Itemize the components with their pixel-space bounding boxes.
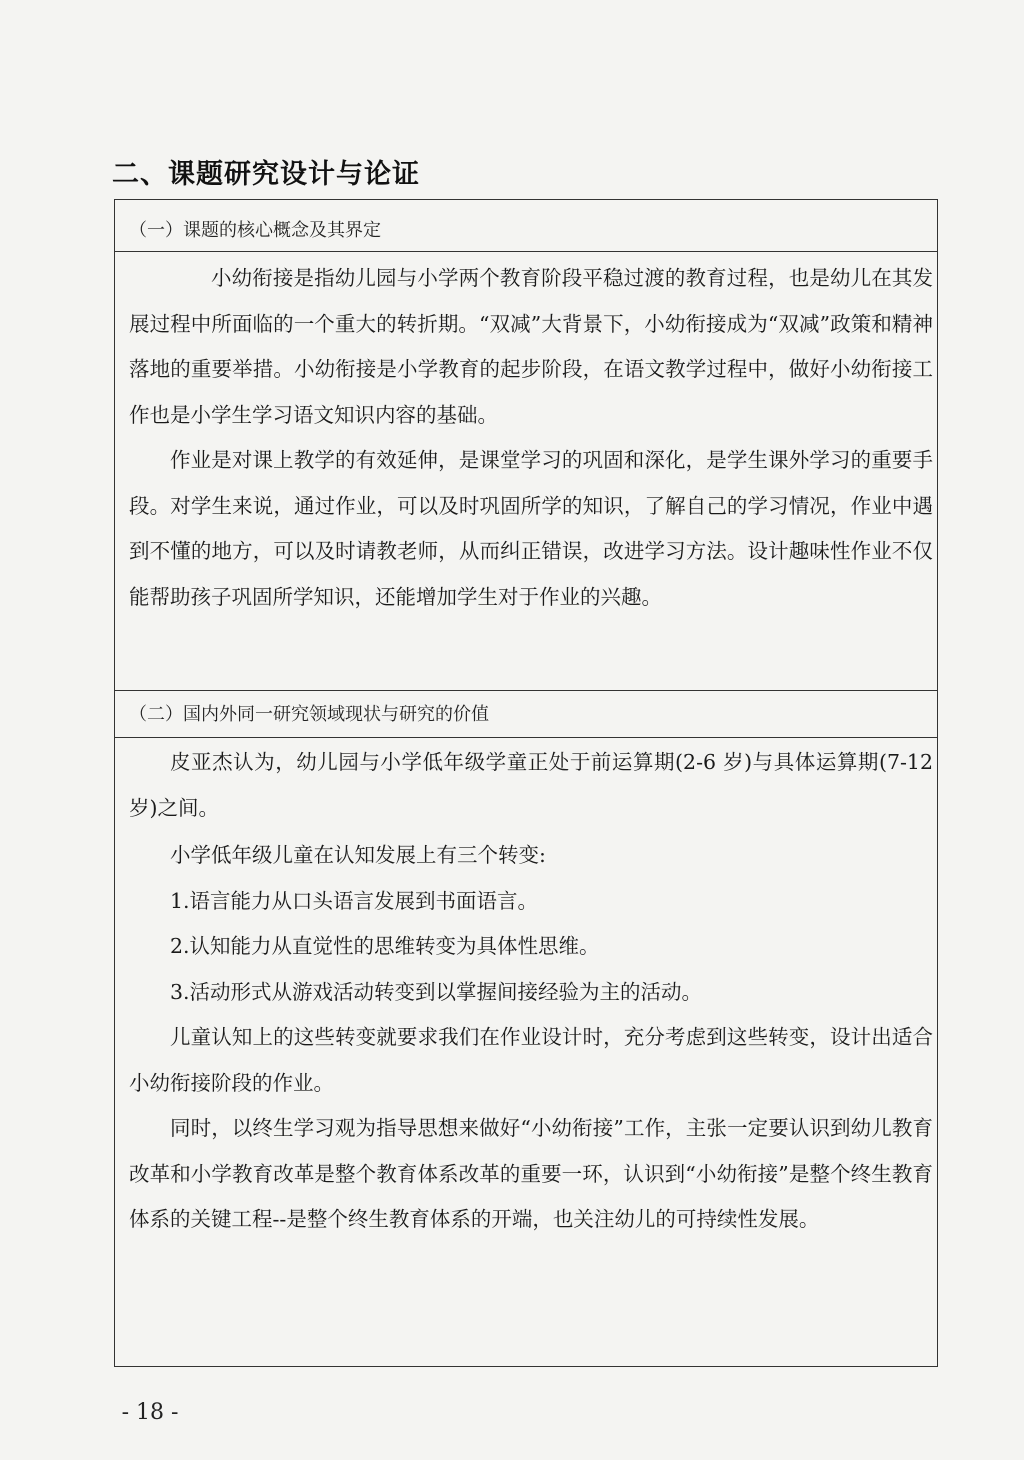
research-design-table [114, 199, 938, 1367]
section-2-title: （二）国内外同一研究领域现状与研究的价值 [115, 690, 937, 738]
section-2-paragraph: 小学低年级儿童在认知发展上有三个转变: [170, 843, 546, 867]
section-2-list-item: 3.活动形式从游戏活动转变到以掌握间接经验为主的活动。 [170, 979, 703, 1004]
section-2-list-item: 2.认知能力从直觉性的思维转变为具体性思维。 [170, 934, 600, 958]
section-1-paragraph: 作业是对课上教学的有效延伸，是课堂学习的巩固和深化，是学生课外学习的重要手段。对学生来说，通过作业，可以及时巩固所学的知识，了解自己的学习情况，作业中遇到不懂的地方，可以及时请教老师，从而纠正错误，改进学习方法。设计趣味性作业不仅能帮助孩子巩固所学知识，还能增加学生对于作业的兴趣。 [129, 448, 933, 609]
section-1-paragraph: 小幼衔接是指幼儿园与小学两个教育阶段平稳过渡的教育过程，也是幼儿在其发展过程中所面临的一个重大的转折期。“双减”大背景下，小幼衔接成为“双减”政策和精神落地的重要举措。小幼衔接是小学教育的起步阶段，在语文教学过程中，做好小幼衔接工作也是小学生学习语文知识内容的基础。 [129, 266, 933, 427]
section-2-paragraph: 同时，以终生学习观为指导思想来做好“小幼衔接”工作，主张一定要认识到幼儿教育改革和小学教育改革是整个教育体系改革的重要一环，认识到“小幼衔接”是整个终生教育体系的关键工程--是整个终生教育体系的开端，也关注幼儿的可持续性发展。 [129, 1116, 933, 1231]
section-2-body [115, 740, 937, 1360]
section-1-body [115, 256, 937, 684]
page-heading: 二、课题研究设计与论证 [112, 159, 420, 190]
section-2-paragraph: 皮亚杰认为，幼儿园与小学低年级学童正处于前运算期(2-6 岁)与具体运算期(7-12 岁)之间。 [129, 750, 933, 820]
section-2-paragraph: 儿童认知上的这些转变就要求我们在作业设计时，充分考虑到这些转变，设计出适合小幼衔接阶段的作业。 [129, 1025, 933, 1095]
page-number: - 18 - [121, 1400, 179, 1425]
section-2-list-item: 1.语言能力从口头语言发展到书面语言。 [170, 888, 539, 913]
section-1-title: （一）课题的核心概念及其界定 [115, 210, 937, 252]
